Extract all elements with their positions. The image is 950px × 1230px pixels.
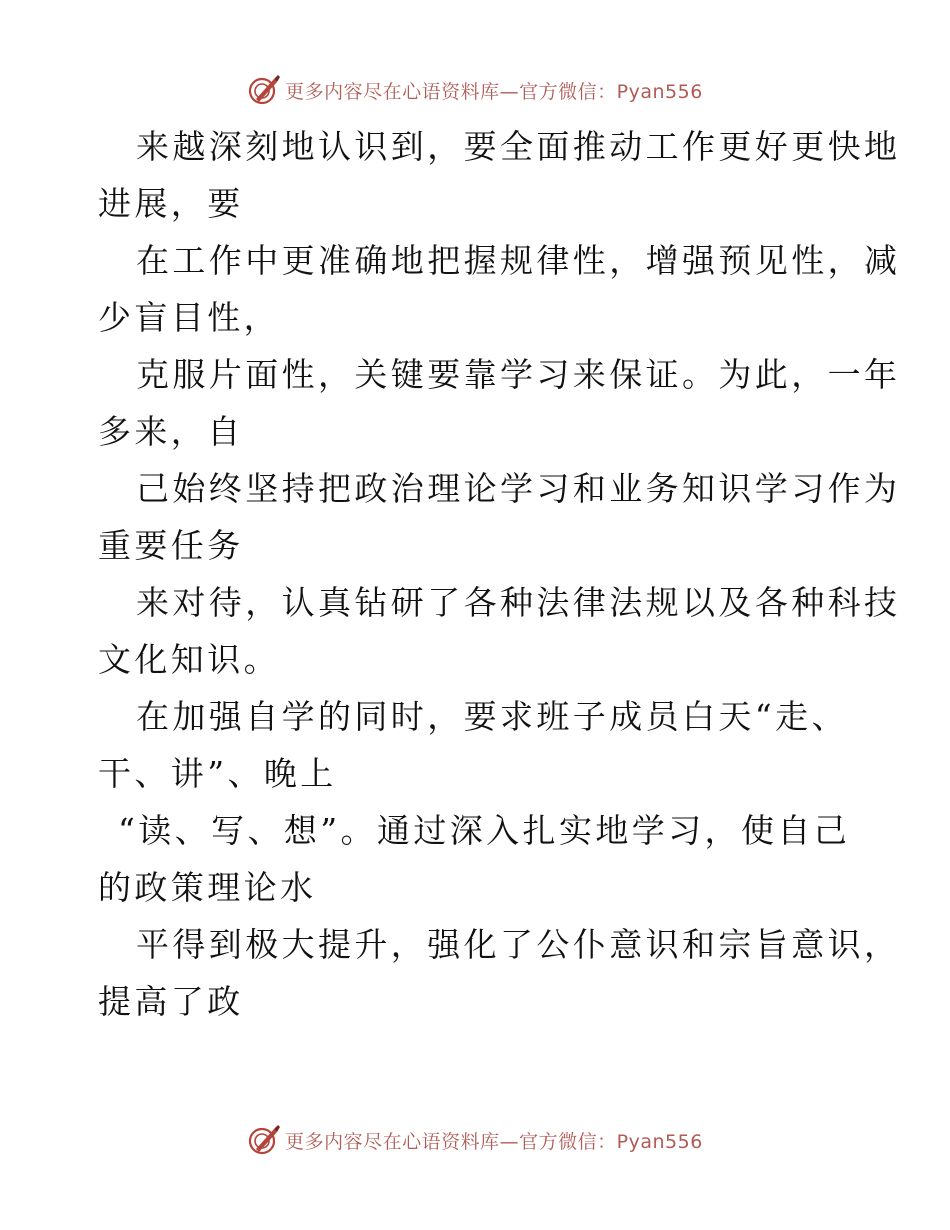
pen-logo-icon — [247, 1123, 281, 1157]
body-line: 来对待，认真钻研了各种法律法规以及各种科技 — [136, 583, 901, 622]
body-line: 在工作中更准确地把握规律性，增强预见性，减 — [136, 241, 901, 280]
document-body — [98, 118, 901, 1030]
body-line: 多来，自 — [98, 412, 244, 451]
body-line: 在加强自学的同时，要求班子成员白天“走、 — [136, 697, 848, 736]
body-line: 重要任务 — [98, 526, 244, 565]
body-line: 来越深刻地认识到，要全面推动工作更好更快地 — [136, 127, 901, 166]
footer-banner-text: 更多内容尽在心语资料库—官方微信：Pyan556 — [285, 1130, 703, 1153]
body-line: 己始终坚持把政治理论学习和业务知识学习作为 — [136, 469, 901, 508]
body-line: 文化知识。 — [98, 640, 280, 679]
body-line: 的政策理论水 — [98, 868, 317, 907]
body-line: 进展，要 — [98, 184, 244, 223]
header-banner-text: 更多内容尽在心语资料库—官方微信：Pyan556 — [285, 80, 703, 103]
body-line: 提高了政 — [98, 982, 244, 1021]
pen-logo-icon — [247, 73, 281, 107]
footer-banner — [0, 1120, 950, 1160]
header-banner — [0, 70, 950, 110]
body-line: 克服片面性，关键要靠学习来保证。为此，一年 — [136, 355, 901, 394]
body-line: “读、写、想”。通过深入扎实地学习，使自己 — [118, 811, 851, 850]
body-line: 平得到极大提升，强化了公仆意识和宗旨意识， — [136, 925, 901, 964]
body-line: 少盲目性， — [98, 298, 280, 337]
body-line: 干、讲”、晚上 — [98, 754, 337, 793]
